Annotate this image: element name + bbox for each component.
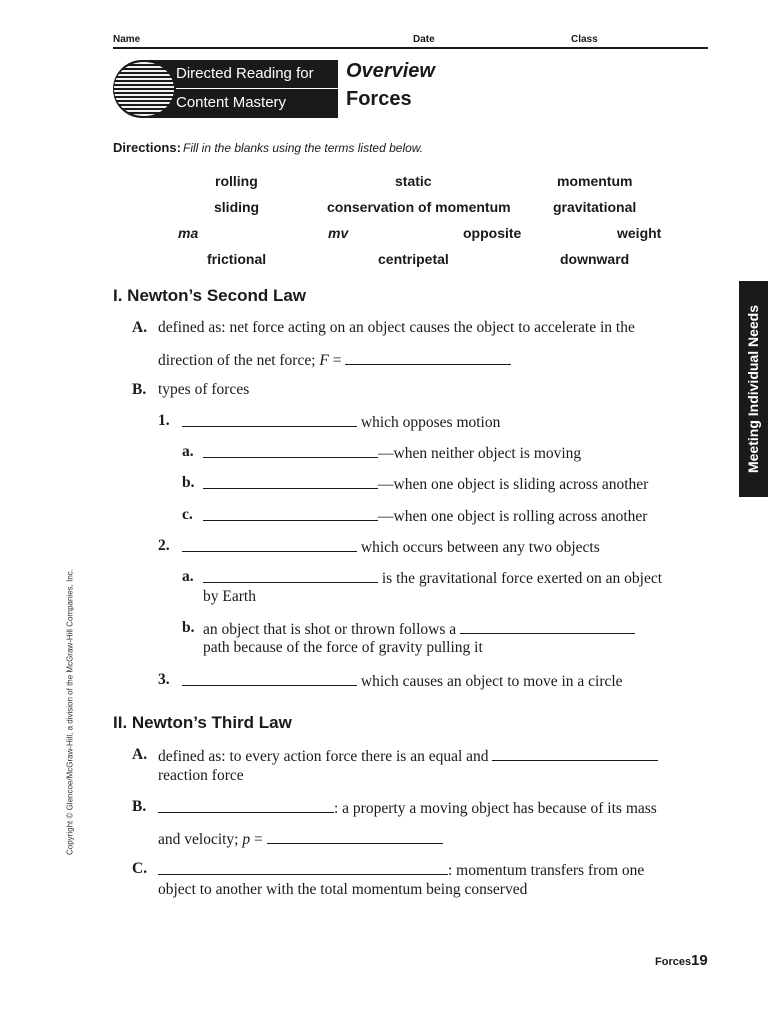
item-marker: b. (182, 474, 195, 491)
item-text (182, 671, 623, 691)
answer-blank[interactable] (267, 829, 443, 844)
section-heading-newtons-third-law: II. Newton’s Third Law (113, 713, 292, 732)
answer-blank[interactable] (203, 474, 378, 489)
answer-blank[interactable] (182, 537, 357, 552)
item-text: —when one object is rolling across another (378, 508, 648, 525)
item-text: which opposes motion (357, 414, 501, 431)
item-text (203, 619, 635, 639)
item-marker: 3. (158, 671, 170, 688)
item-text: —when one object is sliding across another (378, 476, 649, 493)
variable-p: p (242, 831, 251, 848)
item-text (203, 568, 662, 588)
banner-line-2: Content Mastery (176, 94, 287, 111)
variable-f: F (319, 352, 329, 369)
term-downward: downward (560, 251, 630, 267)
banner-line-1: Directed Reading for (176, 65, 314, 82)
equals-sign: = (250, 831, 267, 848)
item-marker: A. (132, 746, 148, 763)
class-label: Class (571, 34, 598, 45)
item-marker: c. (182, 506, 193, 523)
item-marker: a. (182, 568, 194, 585)
term-weight: weight (617, 225, 662, 241)
item-text (158, 798, 657, 818)
item-text (158, 350, 511, 370)
answer-blank[interactable] (345, 350, 511, 365)
term-rolling: rolling (215, 173, 258, 189)
directions-text: Fill in the blanks using the terms listed below. (183, 141, 424, 155)
term-momentum: momentum (557, 173, 633, 189)
item-marker: b. (182, 619, 195, 636)
item-marker: B. (132, 798, 147, 815)
page-title-forces: Forces (346, 88, 412, 110)
item-text: —when neither object is moving (378, 445, 582, 462)
term-ma: ma (178, 225, 199, 241)
item-text: by Earth (203, 588, 256, 605)
term-opposite: opposite (463, 225, 522, 241)
term-static: static (395, 173, 432, 189)
section-heading-newtons-second-law: I. Newton’s Second Law (113, 286, 307, 305)
item-text: object to another with the total momentum being conserved (158, 881, 528, 898)
item-text: : a property a moving object has because of its mass (334, 800, 657, 817)
answer-blank[interactable] (158, 860, 448, 875)
side-tab-label: Meeting Individual Needs (745, 304, 761, 474)
footer-label: Forces (655, 956, 692, 968)
equals-sign: = (328, 352, 346, 369)
item-text: which occurs between any two objects (357, 539, 600, 556)
term-mv: mv (328, 225, 349, 241)
answer-blank[interactable] (460, 619, 635, 634)
answer-blank[interactable] (203, 443, 378, 458)
answer-blank[interactable] (492, 746, 658, 761)
banner-disc-icon (114, 62, 174, 116)
item-text: an object that is shot or thrown follows a (203, 621, 460, 638)
name-label: Name (113, 34, 141, 45)
side-tab (739, 281, 768, 497)
banner-divider (176, 88, 338, 89)
item-text (203, 506, 647, 526)
answer-blank[interactable] (158, 798, 334, 813)
answer-blank[interactable] (203, 506, 378, 521)
answer-blank[interactable] (182, 412, 357, 427)
term-gravitational: gravitational (553, 199, 637, 215)
directions-label: Directions: (113, 140, 181, 155)
term-centripetal: centripetal (378, 251, 449, 267)
date-label: Date (413, 34, 435, 45)
item-marker: B. (132, 381, 147, 398)
item-text: defined as: to every action force there is an equal and (158, 748, 493, 765)
item-marker: C. (132, 860, 148, 877)
item-text (203, 443, 581, 463)
header-rule (113, 47, 708, 49)
answer-blank[interactable] (203, 568, 378, 583)
item-text: which causes an object to move in a circle (357, 673, 623, 690)
item-text: defined as: net force acting on an object causes the object to accelerate in the (158, 319, 635, 336)
item-marker: A. (132, 319, 148, 336)
item-text (158, 860, 644, 880)
item-text: types of forces (158, 381, 250, 398)
item-text (182, 412, 500, 432)
item-text: direction of the net force; (158, 352, 320, 369)
item-text: reaction force (158, 767, 244, 784)
item-text: : momentum transfers from one (448, 862, 645, 879)
item-text: path because of the force of gravity pulling it (203, 639, 483, 656)
item-marker: 2. (158, 537, 170, 554)
item-text (203, 474, 648, 494)
page-number: 19 (691, 952, 708, 969)
item-text (158, 746, 658, 766)
item-text (158, 829, 443, 849)
term-frictional: frictional (207, 251, 267, 267)
item-marker: a. (182, 443, 194, 460)
term-conservation-of-momentum: conservation of momentum (327, 199, 511, 215)
answer-blank[interactable] (182, 671, 357, 686)
copyright-notice: Copyright © Glencoe/McGraw-Hill, a division of the McGraw-Hill Companies, Inc. (65, 569, 75, 855)
item-marker: 1. (158, 412, 170, 429)
item-text: is the gravitational force exerted on an object (378, 570, 663, 587)
page-title-overview: Overview (346, 60, 435, 82)
item-text: and velocity; (158, 831, 243, 848)
item-text (182, 537, 600, 557)
term-sliding: sliding (214, 199, 260, 215)
